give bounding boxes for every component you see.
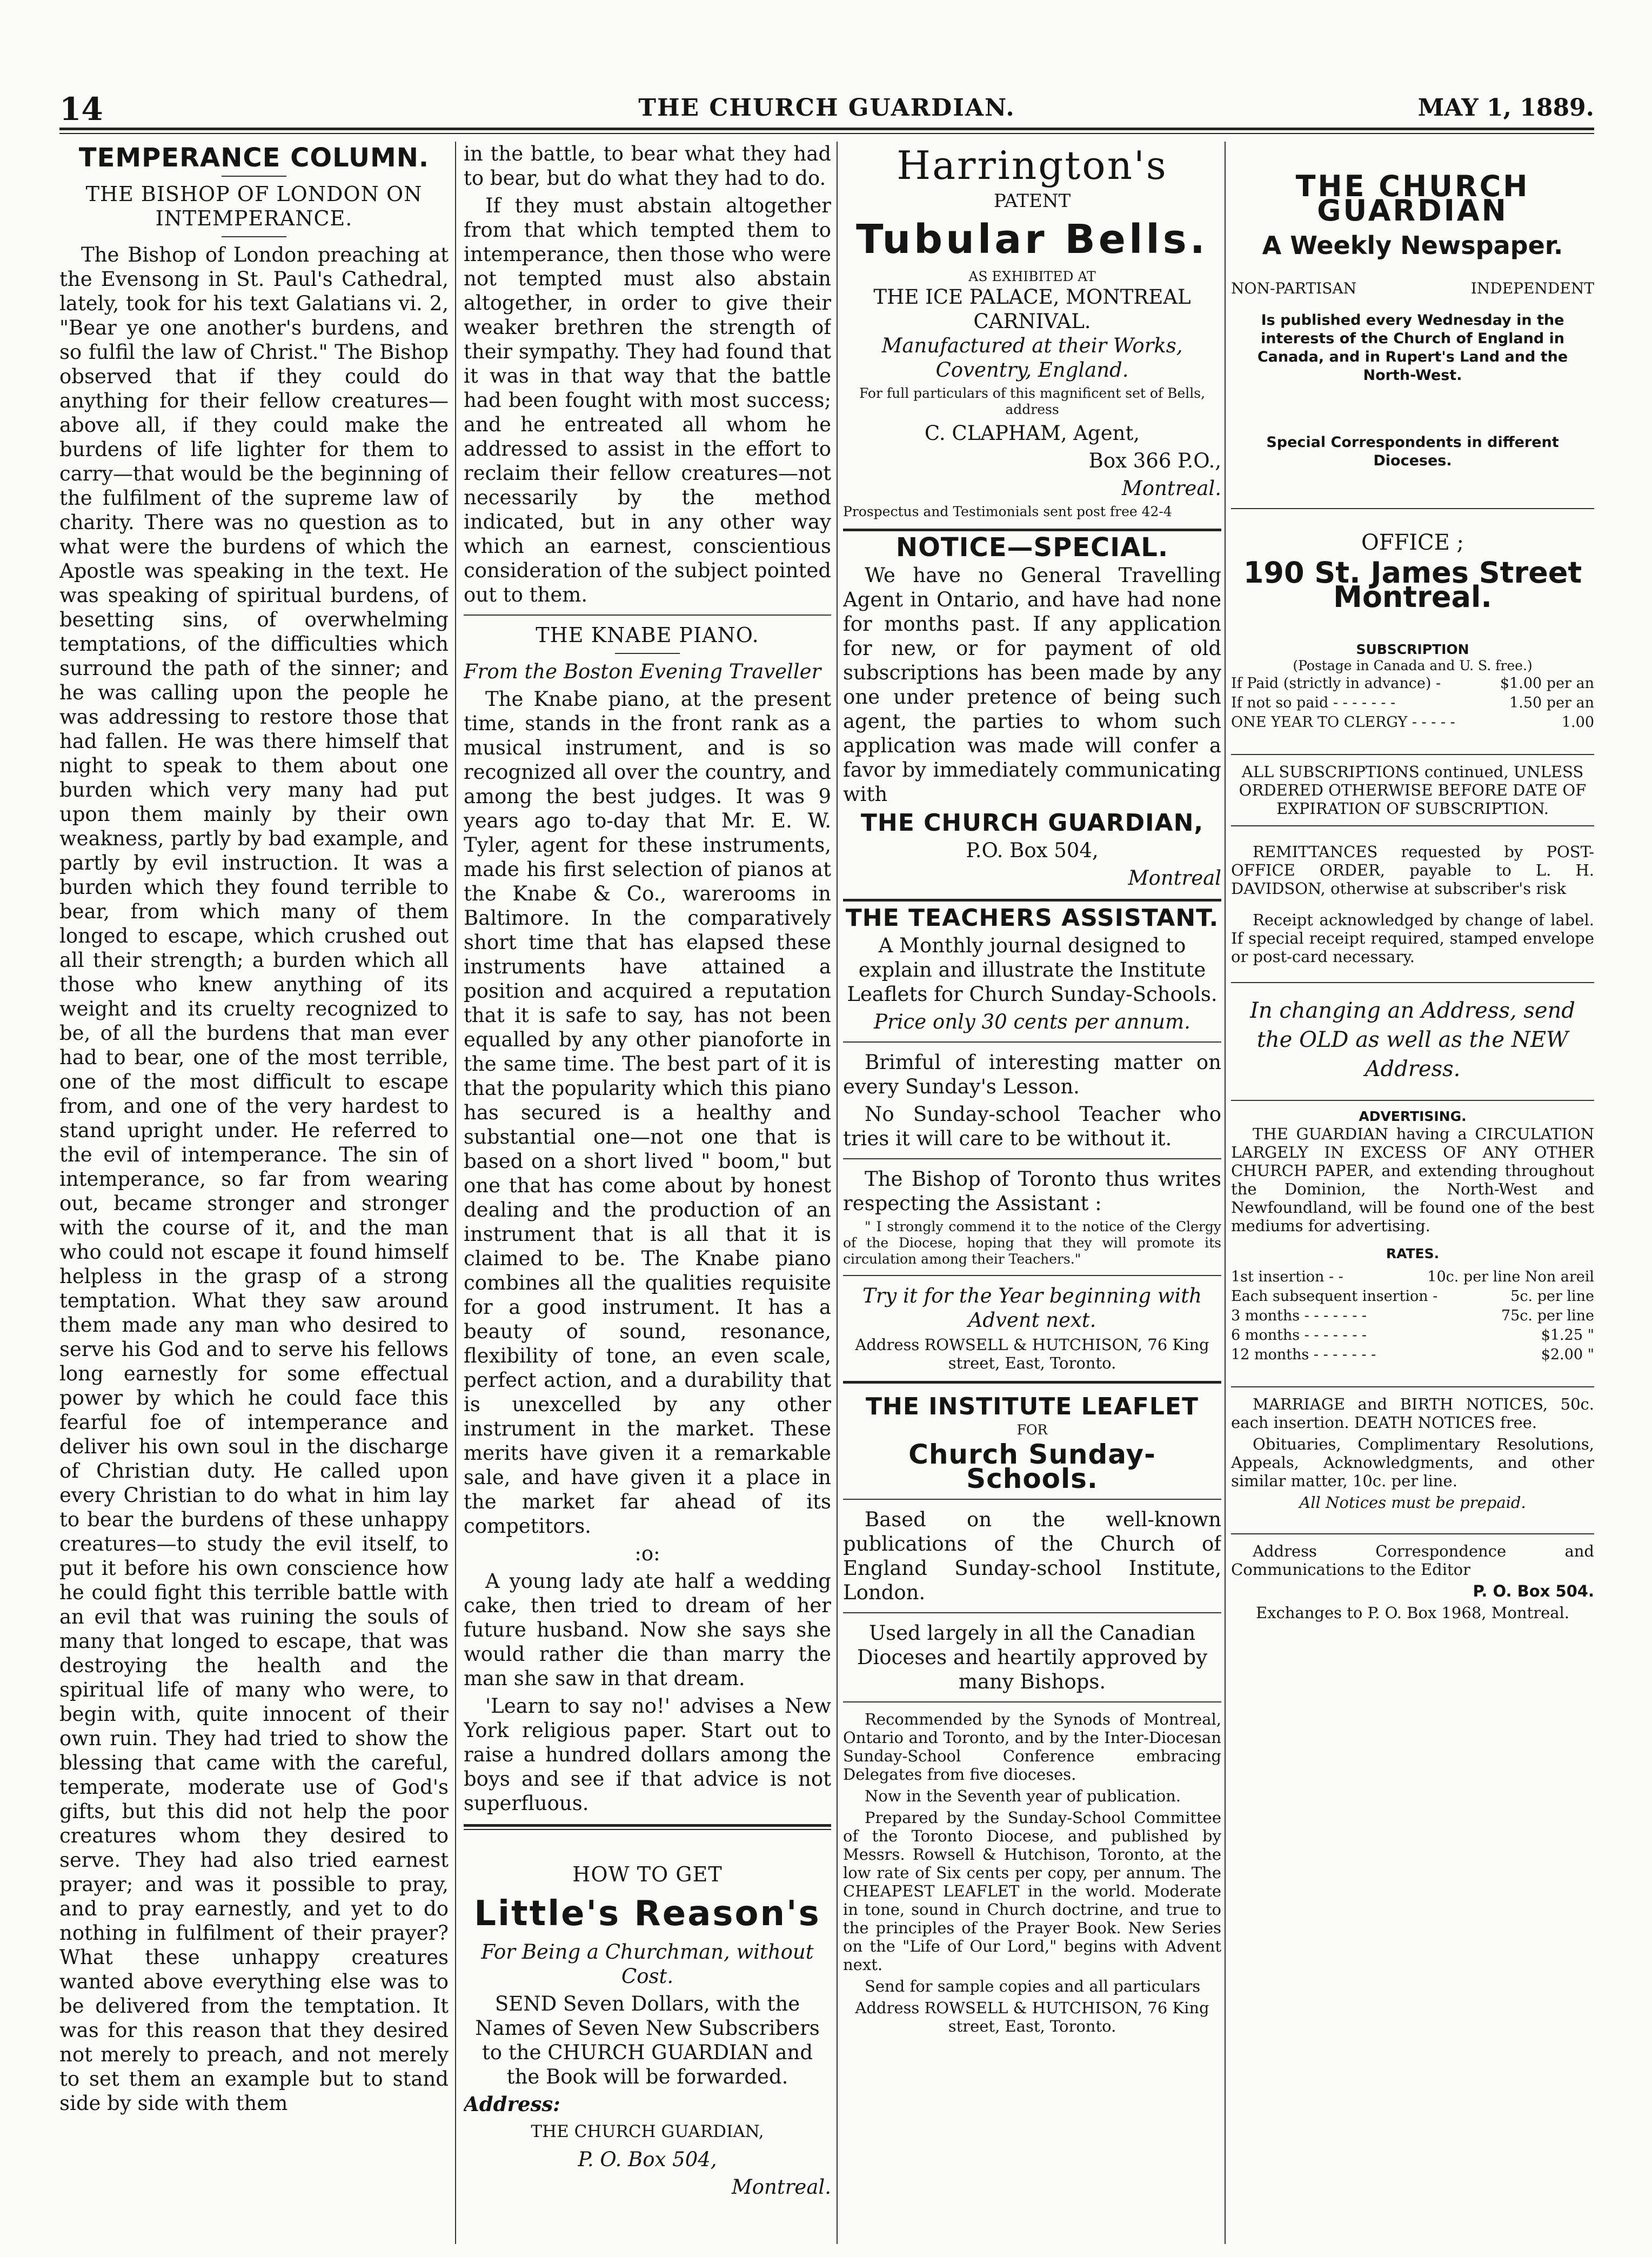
ad-rate [1231, 1326, 1594, 1345]
leaflet-for: FOR [1016, 1422, 1048, 1438]
rate-value: $1.25 " [1541, 1327, 1594, 1344]
teachers-bishop: The Bishop of Toronto thus writes respecting the Assistant : [843, 1167, 1221, 1215]
ad-address-line: THE CHURCH GUARDIAN, [531, 2122, 764, 2141]
ad-agent-city: Montreal. [1121, 477, 1221, 500]
teachers-address: Address ROWSELL & HUTCHISON, 76 King street, East, Toronto. [855, 1335, 1209, 1372]
rate-label: 3 months - - - - - - - [1231, 1307, 1367, 1324]
rate-label: ONE YEAR TO CLERGY - - - - - [1231, 714, 1455, 731]
notice-guardian: THE CHURCH GUARDIAN, [860, 809, 1204, 837]
obituaries: Obituaries, Complimentary Resolutions, Appeals, Acknowledgments, and other similar matter, 10c. per line. [1231, 1435, 1594, 1490]
divider [843, 899, 1221, 902]
rate-label: If Paid (strictly in advance) - [1231, 675, 1441, 692]
rate-label: 6 months - - - - - - - [1231, 1327, 1367, 1344]
divider [1231, 754, 1594, 755]
leaflet-schools: Church Sunday-Schools. [908, 1439, 1156, 1494]
column-divider [1225, 142, 1226, 2244]
subscription-postage: (Postage in Canada and U. S. free.) [1293, 658, 1533, 673]
column-guardian-info [1231, 142, 1594, 2244]
ad-prospectus: Prospectus and Testimonials sent post free 42-4 [843, 504, 1172, 519]
ad-book-title: Little's Reason's [474, 1894, 821, 1934]
divider [843, 1499, 1221, 1500]
divider [1231, 1386, 1594, 1387]
rate-value: 5c. per line [1510, 1288, 1594, 1305]
ad-rate [1231, 1287, 1594, 1306]
rates-title: RATES. [1386, 1246, 1440, 1261]
guardian-correspondents: Special Correspondents in different Dioceses. [1266, 434, 1559, 469]
divider [843, 529, 1221, 531]
separator: :o: [634, 1542, 660, 1565]
address-correspondence: Address Correspondence and Communications to the Editor [1231, 1542, 1594, 1579]
guardian-title: THE CHURCH GUARDIAN [1295, 169, 1530, 228]
divider [843, 1701, 1221, 1702]
rate-value: 10c. per line Non areil [1427, 1268, 1594, 1285]
teachers-try: Try it for the Year beginning with Advent next. [862, 1284, 1202, 1332]
notice-box: P.O. Box 504, [966, 839, 1099, 862]
ad-manufactured: Manufactured at their Works, Coventry, England. [881, 334, 1183, 382]
ad-exhibited: AS EXHIBITED AT [968, 269, 1096, 284]
divider [1231, 1100, 1594, 1101]
subscription-title: SUBSCRIPTION [1356, 642, 1469, 657]
article-body: The Knabe piano, at the present time, stands in the front rank as a musical instrument, and is so recognized all over the country, and among the best judges. It was 9 years ago to-day that Mr. E. W. Tyler, agent for these instruments, made his first selection of pianos at the Knabe & Co., warerooms in Baltimore. In the comparatively short time that has elapsed these instruments have attained a position and acquired a reputation that it is safe to say, has not been equalled by any other pianoforte in the same time. The best part of it is that the popularity which this piano has secured is a healthy and substantial one—not one that is based on a short lived " boom," but one that has come about by honest dealing and the production of an instrument that is all that it is claimed to be. The Knabe piano combines all the qualities requisite for a good instrument. It has a beauty of sound, resonance, flexibility of tone, an even scale, perfect action, and a durability that is unexcelled by any other instrument in the market. These merits have given it a remarkable sale, and have given it a place in the market far ahead of its competitors. [464, 687, 831, 1538]
divider [843, 1612, 1221, 1613]
independent-label: INDEPENDENT [1470, 279, 1594, 297]
page-number: 14 [59, 91, 103, 128]
ad-send-text: SEND Seven Dollars, with the Names of Seven New Subscribers to the CHURCH GUARDIAN and the Book will be forwarded. [475, 1992, 820, 2088]
ad-particulars: For full particulars of this magnificent set of Bells, address [859, 385, 1206, 417]
ad-address-label: Address: [464, 2092, 560, 2116]
rate-value: 1.00 [1561, 714, 1594, 731]
subscription-rate [1231, 713, 1594, 732]
divider [1231, 508, 1594, 509]
leaflet-prepared: Prepared by the Sunday-School Committee of the Toronto Diocese, and published by Messrs. Rowsell & Hutchison, Toronto, at the low rate of Six cents per copy, per annum. The CHEAPEST LEAFLET in the world. Moderate in tone, sound in Church doctrine, and true to the principles of the Prayer Book. New Series on the "Life of Our Lord," begins with Advent next. [843, 1808, 1221, 1974]
issue-date: MAY 1, 1889. [1417, 94, 1594, 122]
rate-label: 12 months - - - - - - - [1231, 1346, 1376, 1363]
leaflet-title: THE INSTITUTE LEAFLET [866, 1393, 1199, 1420]
office-address: 190 St. James Street Montreal. [1243, 556, 1582, 614]
leaflet-recommended: Recommended by the Synods of Montreal, Ontario and Toronto, and by the Inter-Diocesan Sunday-School Conference embracing Delegates from five dioceses. [843, 1710, 1221, 1784]
ad-harrington: Harrington's [897, 143, 1168, 188]
divider [1231, 825, 1594, 826]
divider [615, 653, 680, 654]
notice-city: Montreal [1128, 866, 1221, 890]
article-body: A young lady ate half a wedding cake, then tried to dream of her future husband. Now she says she would rather die than marry the man she saw in that dream. [464, 1570, 831, 1690]
ad-rate [1231, 1345, 1594, 1365]
article-source: From the Boston Evening Traveller [464, 660, 821, 683]
rate-label: If not so paid - - - - - - - [1231, 695, 1396, 711]
marriage-notices: MARRIAGE and BIRTH NOTICES, 50c. each insertion. DEATH NOTICES free. [1231, 1395, 1594, 1432]
ad-address-line: Montreal. [731, 2175, 831, 2199]
leaflet-based: Based on the well-known publications of the Church of England Sunday-school Institute, London. [843, 1508, 1221, 1604]
header-rule [59, 128, 1594, 130]
column-temperance [59, 142, 449, 2244]
rate-label: Each subsequent insertion - [1231, 1288, 1438, 1305]
prepaid-note: All Notices must be prepaid. [1299, 1493, 1526, 1512]
leaflet-used: Used largely in all the Canadian Dioceses and heartily approved by many Bishops. [857, 1621, 1208, 1693]
article-title: THE KNABE PIANO. [536, 623, 759, 647]
leaflet-send: Send for sample copies and all particulars [865, 1977, 1201, 1995]
teachers-body: A Monthly journal designed to explain and illustrate the Institute Leaflets for Church Sunday-Schools. [847, 934, 1218, 1006]
ad-ice-palace: THE ICE PALACE, MONTREAL CARNIVAL. [873, 285, 1191, 333]
ad-agent-name: C. CLAPHAM, Agent, [924, 422, 1140, 445]
ad-tubular-bells: Tubular Bells. [856, 216, 1208, 263]
receipt-note: Receipt acknowledged by change of label. If special receipt required, stamped envelope or post-card necessary. [1231, 911, 1594, 966]
ad-rate [1231, 1267, 1594, 1287]
divider [1231, 1533, 1594, 1534]
teachers-price: Price only 30 cents per annum. [874, 1010, 1190, 1033]
divider [843, 1041, 1221, 1043]
guardian-tagline [1231, 276, 1594, 301]
subscription-rate [1231, 693, 1594, 713]
guardian-published: Is published every Wednesday in the interests of the Church of England in Canada, and in Rupert's Land and the North-West. [1257, 312, 1568, 384]
ad-rate [1231, 1306, 1594, 1326]
divider [843, 1275, 1221, 1276]
leaflet-year: Now in the Seventh year of publication. [865, 1787, 1181, 1805]
teachers-title: THE TEACHERS ASSISTANT. [845, 904, 1219, 932]
divider [843, 1381, 1221, 1384]
remittances: REMITTANCES requested by POST-OFFICE ORDER, payable to L. H. DAVIDSON, otherwise at subscriber's risk [1231, 843, 1594, 898]
exchanges: Exchanges to P. O. Box 1968, Montreal. [1255, 1604, 1570, 1622]
divider [843, 1158, 1221, 1159]
divider [1231, 982, 1594, 983]
divider [464, 615, 831, 616]
divider [222, 176, 286, 177]
all-subscriptions: ALL SUBSCRIPTIONS continued, UNLESS ORDERED OTHERWISE BEFORE DATE OF EXPIRATION OF SUBSCRIPTION. [1239, 763, 1587, 818]
article-body: If they must abstain altogether from that which tempted them to intemperance, then those who were not tempted must also abstain altogether, in order to give their weaker brethren the strength of their sympathy. They had found that it was in that way that the battle had been fought with most success; and he entreated all whom he addressed to assist in the effort to reclaim their fellow creatures—not necessarily by the method indicated, but in any other way which an earnest, conscientious consideration of the subject pointed out to them. [464, 194, 831, 606]
running-header [59, 91, 1594, 129]
teachers-brimful: Brimful of interesting matter on every Sunday's Lesson. [843, 1051, 1221, 1098]
ad-agent-box: Box 366 P.O., [1088, 449, 1221, 472]
column-divider [837, 142, 838, 2244]
advertising-title: ADVERTISING. [1359, 1109, 1467, 1124]
rate-value: 1.50 per an [1509, 695, 1594, 711]
divider [222, 236, 286, 237]
rate-label: 1st insertion - - [1231, 1268, 1343, 1285]
article-body: The Bishop of London preaching at the Evensong in St. Paul's Cathedral, lately, took for his text Galatians vi. 2, "Bear ye one another's burdens, and so fulfil the law of Christ." The Bishop observed that if they could do anything for their fellow creatures—above all, if they could make the burdens of life lighter for them to carry—that would be the beginning of the fulfilment of the supreme law of charity. There was no question as to what were the burdens of which the Apostle was speaking in the text. He was speaking of spiritual burdens, of besetting sins, of overwhelming temptations, of the difficulties which surround the path of the sinner; and he was calling upon the people he was addressing to restore those that had fallen. He was there himself that night to speak to them about one burden which very many had put upon them mainly by their own weakness, partly by bad example, and partly by evil instruction. It was a burden which they found terrible to bear, from which many of them longed to escape, which crushed out all their strength; a burden which all those who knew anything of its weight and its cruelty recognized to be, of all the burdens that man ever had to bear, one of the most terrible, one of the most difficult to escape from, and one of the very hardest to stand upright under. He referred to the evil of intemperance. The sin of intemperance, so far from wearing out, became stronger and stronger with the course of it, and the man who could not escape it found himself helpless in the grasp of a strong temptation. What they saw around them made any man who desired to serve his God and to serve his fellows long earnestly for some effectual power by which he could face this fearful foe of intemperance and deliver his own soul in the discharge of Christian duty. He called upon every Christian to do what in him lay to bear the burdens of these unhappy creatures—to study the evil itself, to put it before his own conscience how he could fight this terrible battle with an evil that was ruining the souls of many that longed to escape, that was destroying the health and the spiritual life of many who were, to begin with, quite innocent of their own ruin. They had tried to show the blessing that came with the careful, temperate, moderate use of God's gifts, but this did not help the poor creatures whom they desired to serve. They had also tried earnest prayer; and was it possible to pray, and to pray earnestly, and yet to do nothing in fulfilment of their prayer? What these unhappy creatures wanted above everything else was to be delivered from the temptation. It was for this reason that they desired not merely to preach, and not merely to set them an example but to stand side by side with them [59, 243, 449, 2115]
change-address: In changing an Address, send the OLD as well as the NEW Address. [1250, 998, 1575, 1081]
rate-value: $1.00 per an [1500, 675, 1594, 692]
teachers-quote: " I strongly commend it to the notice of the Clergy of the Diocese, hoping that they will promote its circulation among their Teachers." [843, 1219, 1221, 1267]
guardian-subtitle: A Weekly Newspaper. [1262, 231, 1563, 260]
notice-title: NOTICE—SPECIAL. [895, 532, 1169, 563]
article-title: THE BISHOP OF LONDON ON INTEMPERANCE. [85, 182, 423, 230]
article-continued: in the battle, to bear what they had to bear, but do what they had to do. [464, 142, 831, 190]
teachers-no-teacher: No Sunday-school Teacher who tries it will care to be without it. [843, 1103, 1221, 1150]
nonpartisan-label: NON-PARTISAN [1231, 279, 1357, 297]
editor-po-box: P. O. Box 504. [1473, 1582, 1594, 1600]
advertising-body: THE GUARDIAN having a CIRCULATION LARGELY IN EXCESS OF ANY OTHER CHURCH PAPER, and extending throughout the Dominion, the North-West and Newfoundland, will be found one of the best mediums for advertising. [1231, 1125, 1594, 1235]
notice-body: We have no General Travelling Agent in Ontario, and have had none for months past. If any application for new, or for payment of old subscriptions has been made by any one under pretence of being such agent, the parties to whom such application was made will confer a favor by immediately communicating with [843, 564, 1221, 806]
column-divider [455, 142, 456, 2244]
office-label: OFFICE ; [1361, 530, 1464, 555]
divider [464, 1824, 831, 1827]
masthead-title: THE CHURCH GUARDIAN. [638, 94, 1015, 122]
rate-value: $2.00 " [1541, 1346, 1594, 1363]
column-ads [843, 142, 1221, 2244]
column-knabe [464, 142, 831, 2244]
ad-heading: HOW TO GET [572, 1862, 723, 1886]
divider [464, 1829, 831, 1830]
article-body: 'Learn to say no!' advises a New York religious paper. Start out to raise a hundred dollars among the boys and see if that advice is not superfluous. [464, 1694, 831, 1815]
ad-patent: PATENT [993, 190, 1071, 212]
leaflet-address: Address ROWSELL & HUTCHISON, 76 King street, East, Toronto. [855, 1999, 1209, 2035]
ad-address-line: P. O. Box 504, [578, 2148, 717, 2171]
rate-value: 75c. per line [1501, 1307, 1594, 1324]
subscription-rate [1231, 674, 1594, 693]
section-title: TEMPERANCE COLUMN. [78, 143, 430, 173]
header-rule-thin [59, 133, 1594, 134]
ad-book-subtitle: For Being a Churchman, without Cost. [481, 1940, 814, 1988]
